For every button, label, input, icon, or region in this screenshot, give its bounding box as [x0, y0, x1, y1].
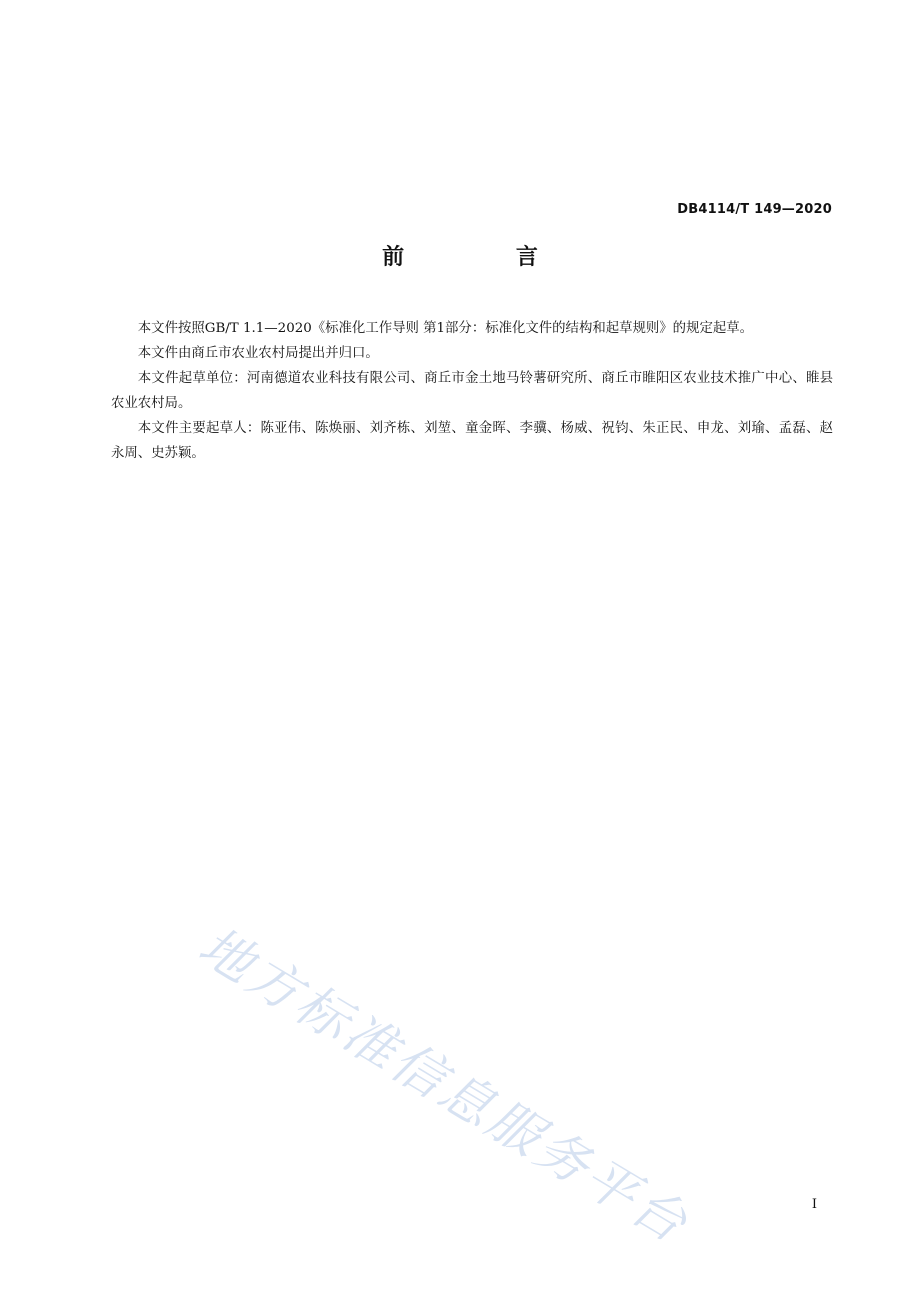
paragraph-drafters: 本文件主要起草人：陈亚伟、陈焕丽、刘齐栋、刘堃、童金晖、李骥、杨威、祝钧、朱正民、申龙、刘瑜、孟磊、赵永周、史苏颖。	[111, 421, 833, 461]
page-number: I	[811, 1197, 817, 1212]
standard-code: DB4114/T 149—2020	[677, 202, 832, 217]
paragraph-drafting-rules: 本文件按照GB/T 1.1—2020《标准化工作导则 第1部分：标准化文件的结构和起草规则》的规定起草。	[137, 321, 754, 336]
preface-body	[111, 316, 833, 466]
paragraph-drafting-units: 本文件起草单位：河南德道农业科技有限公司、商丘市金土地马铃薯研究所、商丘市睢阳区农业技术推广中心、睢县农业农村局。	[111, 371, 833, 411]
paragraph-proposer: 本文件由商丘市农业农村局提出并归口。	[137, 346, 379, 361]
watermark: 地方标准信息服务平台	[188, 916, 700, 1257]
section-title: 前 言	[382, 245, 590, 270]
